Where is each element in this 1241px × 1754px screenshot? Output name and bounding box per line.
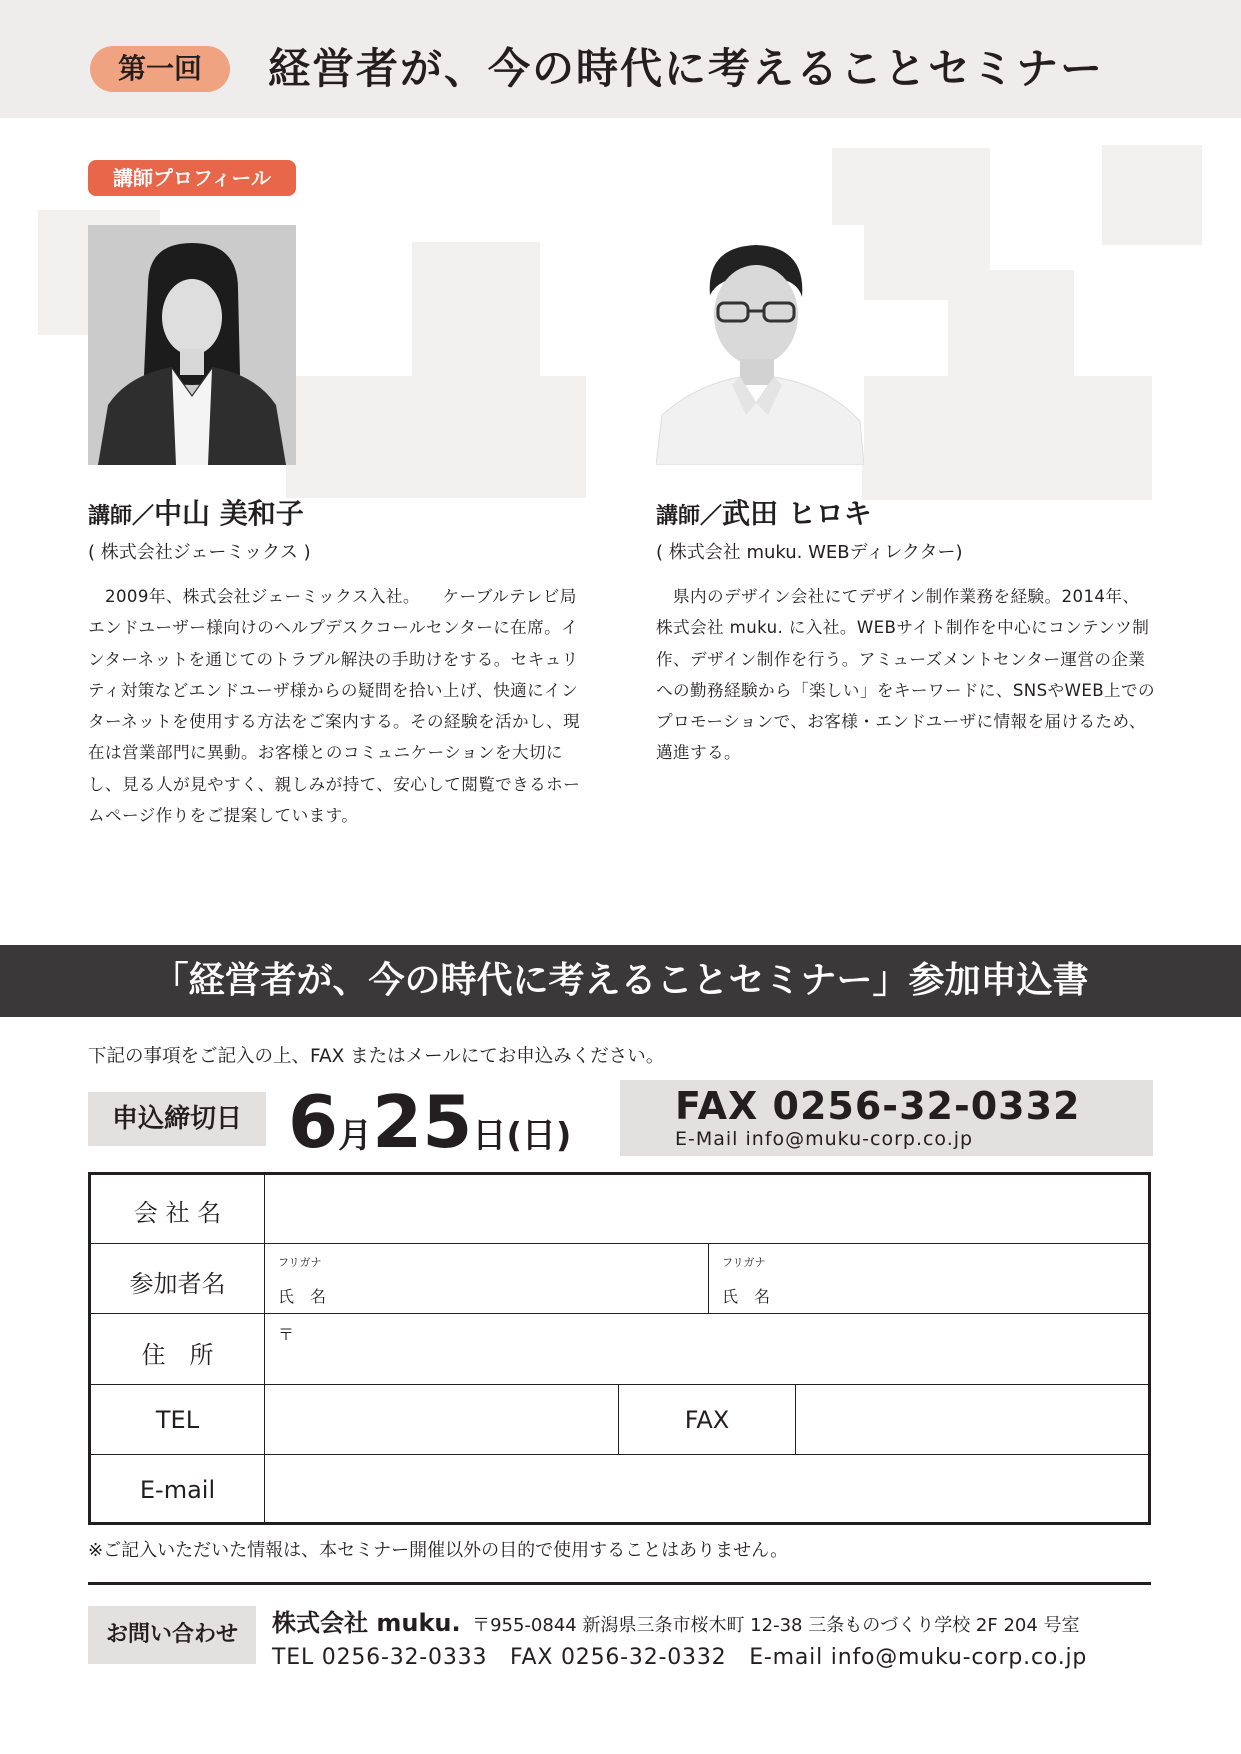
fax-number: FAX 0256-32-0332 bbox=[675, 1084, 1081, 1128]
email-field[interactable] bbox=[266, 1456, 1148, 1522]
session-badge bbox=[90, 46, 230, 92]
deco-square bbox=[412, 242, 540, 396]
deco-square bbox=[862, 376, 1152, 500]
speaker-bio-1: 2009年、株式会社ジェーミックス入社。 ケーブルテレビ局エンドユーザー様向けのヘルプデスクコールセンターに在席。インターネットを通じてのトラブル解決の手助けをする。セキュリティ対策などエンドユーザ様からの疑問を拾い上げ、快適にインターネットを使用する方法をご案内する。その経験を活かし、現在は営業部門に異動。お客様とのコミュニケーションを大切にし、見る人が見やすく、親しみが持て、安心して閲覧できるホームページ作りをご提案しています。 bbox=[88, 587, 581, 826]
deadline-label: 申込締切日 bbox=[111, 1104, 242, 1134]
deco-square bbox=[1102, 145, 1202, 245]
name-label-2: 氏 名 bbox=[722, 1287, 771, 1306]
participant-name-field-1[interactable] bbox=[266, 1245, 706, 1312]
deco-square bbox=[286, 376, 586, 498]
participant-label: 参加者名 bbox=[129, 1270, 226, 1298]
tel-field[interactable] bbox=[266, 1386, 616, 1453]
contact-rule bbox=[88, 1582, 1151, 1585]
furigana-label-1: フリガナ bbox=[278, 1256, 322, 1269]
tel-label: TEL bbox=[155, 1406, 200, 1434]
participant-name-field-2[interactable] bbox=[710, 1245, 1148, 1312]
address-field[interactable] bbox=[266, 1315, 1148, 1383]
speaker-photo-takeda bbox=[656, 225, 864, 465]
company-name-field[interactable] bbox=[266, 1176, 1148, 1242]
speaker-name-1 bbox=[88, 492, 304, 532]
company-name-label: 会 社 名 bbox=[133, 1199, 222, 1227]
speaker-company-1: ( 株式会社ジェーミックス ) bbox=[88, 542, 311, 563]
fax-field[interactable] bbox=[797, 1386, 1148, 1453]
profile-tag: 講師プロフィール bbox=[88, 160, 296, 196]
session-badge-text: 第一回 bbox=[117, 52, 202, 85]
address-label: 住 所 bbox=[141, 1341, 214, 1369]
speaker-company-2: ( 株式会社 muku. WEBディレクター) bbox=[656, 542, 963, 563]
instruction-text: 下記の事項をご記入の上、FAX またはメールにてお申込みください。 bbox=[88, 1046, 665, 1067]
deadline-weekday: (日) bbox=[506, 1116, 572, 1156]
deadline-month-unit: 月 bbox=[338, 1116, 373, 1156]
postal-mark: 〒 bbox=[278, 1325, 295, 1344]
speaker-photo-nakayama bbox=[88, 225, 296, 465]
form-divider bbox=[88, 1243, 1151, 1244]
deadline-day-unit: 日 bbox=[472, 1116, 507, 1156]
form-divider bbox=[88, 1384, 1151, 1385]
seminar-title: 経営者が、今の時代に考えることセミナー bbox=[268, 44, 1105, 93]
fax-label: FAX bbox=[684, 1406, 730, 1434]
speaker-role-2: 講師／ bbox=[656, 504, 723, 529]
privacy-note: ※ご記入いただいた情報は、本セミナー開催以外の目的で使用することはありません。 bbox=[88, 1540, 789, 1561]
deadline-month: 6 bbox=[288, 1080, 339, 1164]
contact-phones: TEL 0256-32-0333 FAX 0256-32-0332 E-mail info@muku-corp.co.jp bbox=[272, 1645, 1088, 1670]
name-label-1: 氏 名 bbox=[278, 1287, 327, 1306]
furigana-label-2: フリガナ bbox=[722, 1256, 766, 1269]
deadline-day: 25 bbox=[372, 1080, 473, 1164]
form-divider bbox=[795, 1384, 796, 1455]
speaker-name-2 bbox=[656, 492, 872, 532]
deadline-date bbox=[288, 1080, 571, 1164]
contact-address: 〒955-0844 新潟県三条市桜木町 12-38 三条ものづくり学校 2F 204 号室 bbox=[472, 1615, 1080, 1636]
speaker-name-text-1: 中山 美和子 bbox=[154, 497, 304, 530]
contact-company: 株式会社 muku. bbox=[272, 1609, 461, 1637]
contact-email: E-Mail info@muku-corp.co.jp bbox=[675, 1128, 974, 1150]
contact-label: お問い合わせ bbox=[105, 1622, 238, 1647]
form-divider bbox=[88, 1313, 1151, 1314]
email-label: E-mail bbox=[139, 1476, 216, 1504]
form-divider bbox=[708, 1243, 709, 1314]
application-title: 「経営者が、今の時代に考えることセミナー」参加申込書 bbox=[152, 960, 1089, 1001]
speaker-name-text-2: 武田 ヒロキ bbox=[722, 497, 872, 530]
form-divider bbox=[264, 1172, 265, 1525]
contact-company-address bbox=[272, 1603, 1080, 1638]
form-divider bbox=[88, 1454, 1151, 1455]
speaker-bio-2: 県内のデザイン会社にてデザイン制作業務を経験。2014年、株式会社 muku. に入社。WEBサイト制作を中心にコンテンツ制作、デザイン制作を行う。アミューズメントセンター運営の企業への勤務経験から「楽しい」をキーワードに、SNSやWEB上でのプロモーションで、お客様・エンドユーザに情報を届けるため、邁進する。 bbox=[656, 587, 1155, 763]
speaker-role-1: 講師／ bbox=[88, 504, 155, 529]
